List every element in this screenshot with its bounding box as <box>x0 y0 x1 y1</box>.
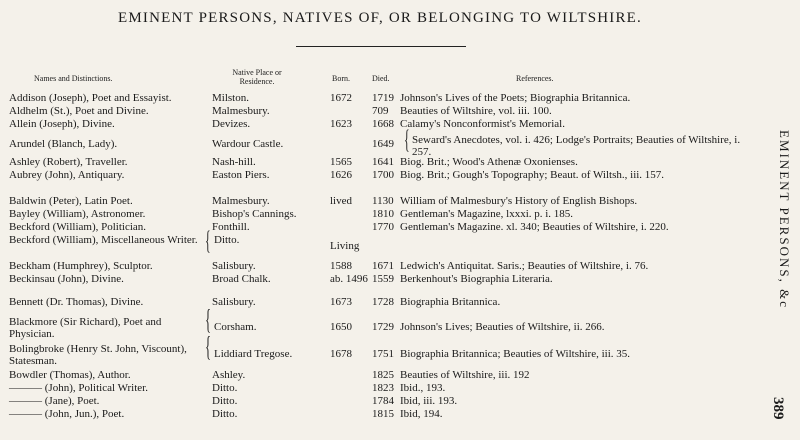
born-year: ab. 1496 <box>330 273 368 285</box>
header-place: Native Place or Residence. <box>232 68 282 86</box>
born-year: 1672 <box>330 92 352 104</box>
native-place: Fonthill. <box>212 221 250 233</box>
native-place: Nash-hill. <box>212 156 256 168</box>
native-place: Easton Piers. <box>212 169 270 181</box>
native-place: Liddiard Tregose. <box>214 348 293 360</box>
person-name: Baldwin (Peter), Latin Poet. <box>9 195 133 207</box>
native-place: Corsham. <box>214 321 257 333</box>
died-year: 1770 <box>372 221 394 233</box>
native-place: Wardour Castle. <box>212 138 284 150</box>
person-name: Bolingbroke (Henry St. John, Viscount), Statesman. <box>9 343 187 367</box>
native-place: Malmesbury. <box>212 195 270 207</box>
died-year: 1823 <box>372 382 394 394</box>
references-text: Beauties of Wiltshire, iii. 192 <box>400 369 530 381</box>
references-text: Biographia Britannica. <box>400 296 501 308</box>
died-year: 1668 <box>372 118 394 130</box>
person-name: Bayley (William), Astronomer. <box>9 208 146 220</box>
person-name: Bennett (Dr. Thomas), Divine. <box>9 296 144 308</box>
born-year: 1588 <box>330 260 352 272</box>
died-year: 1719 <box>372 92 394 104</box>
references-text: Seward's Anecdotes, vol. i. 426; Lodge's Portraits; Beauties of Wiltshire, i. 257. <box>412 134 741 158</box>
references-text: Gentleman's Magazine, lxxxi. p. i. 185. <box>400 208 574 220</box>
references-text: Beauties of Wiltshire, vol. iii. 100. <box>400 105 552 117</box>
died-year: 1728 <box>372 296 394 308</box>
header-names: Names and Distinctions. <box>34 74 113 83</box>
references-text: Johnson's Lives of the Poets; Biographia Britannica. <box>400 92 631 104</box>
person-name: Beckham (Humphrey), Sculptor. <box>9 260 153 272</box>
born-year: 1650 <box>330 321 352 333</box>
references-text: Biographia Britannica; Beauties of Wiltshire, iii. 35. <box>400 348 631 360</box>
references-text: Ibid, iii. 193. <box>400 395 458 407</box>
died-year: 1700 <box>372 169 394 181</box>
page-title: EMINENT PERSONS, NATIVES OF, OR BELONGING TO WILTSHIRE. <box>118 10 642 26</box>
header-died: Died. <box>372 74 390 83</box>
references-text: William of Malmesbury's History of English Bishops. <box>400 195 638 207</box>
person-name: Blackmore (Sir Richard), Poet and Physician. <box>9 316 162 340</box>
person-name: Addison (Joseph), Poet and Essayist. <box>9 92 172 104</box>
born-year: 1623 <box>330 118 352 130</box>
person-name: Bowdler (Thomas), Author. <box>9 369 131 381</box>
born-year: lived <box>330 195 352 207</box>
died-year: 1784 <box>372 395 394 407</box>
died-year: 1810 <box>372 208 394 220</box>
native-place: Ditto. <box>212 408 238 420</box>
brace-mark: { <box>205 226 211 255</box>
died-year: 1559 <box>372 273 394 285</box>
header-born: Born. <box>332 74 350 83</box>
brace-mark: { <box>205 332 212 363</box>
person-name: Aubrey (John), Antiquary. <box>9 169 125 181</box>
person-name: Beckford (William), Politician. <box>9 221 147 233</box>
died-year: 1130 <box>372 195 394 207</box>
person-name: Beckinsau (John), Divine. <box>9 273 124 285</box>
born-year: 1565 <box>330 156 352 168</box>
person-name: Beckford (William), Miscellaneous Writer. <box>9 234 198 246</box>
references-text: Ibid., 193. <box>400 382 446 394</box>
person-name: ——— (Jane), Poet. <box>9 395 100 407</box>
died-year: 1825 <box>372 369 394 381</box>
person-name: Allein (Joseph), Divine. <box>9 118 115 130</box>
brace-mark: { <box>205 305 212 336</box>
died-year: 1729 <box>372 321 394 333</box>
brace-mark: { <box>404 125 410 154</box>
native-place: Devizes. <box>212 118 251 130</box>
native-place: Broad Chalk. <box>212 273 271 285</box>
native-place: Ashley. <box>212 369 246 381</box>
references-text: Calamy's Nonconformist's Memorial. <box>400 118 565 130</box>
died-year: 1649 <box>372 138 394 150</box>
references-text: Gentleman's Magazine. xl. 340; Beauties of Wiltshire, i. 220. <box>400 221 669 233</box>
page-number: 389 <box>770 397 786 420</box>
person-name: Arundel (Blanch, Lady). <box>9 138 118 150</box>
native-place: Malmesbury. <box>212 105 270 117</box>
born-year: Living <box>330 240 360 252</box>
native-place: Ditto. <box>212 382 238 394</box>
native-place: Salisbury. <box>212 260 256 272</box>
native-place: Salisbury. <box>212 296 256 308</box>
born-year: 1673 <box>330 296 352 308</box>
person-name: Aldhelm (St.), Poet and Divine. <box>9 105 149 117</box>
references-text: Ibid, 194. <box>400 408 443 420</box>
died-year: 1815 <box>372 408 394 420</box>
references-text: Biog. Brit.; Gough's Topography; Beaut. of Wiltsh., iii. 157. <box>400 169 665 181</box>
born-year: 1678 <box>330 348 352 360</box>
person-name: Ashley (Robert), Traveller. <box>9 156 128 168</box>
references-text: Biog. Brit.; Wood's Athenæ Oxonienses. <box>400 156 578 168</box>
person-name: ——— (John), Political Writer. <box>9 382 148 394</box>
references-text: Berkenhout's Biographia Literaria. <box>400 273 553 285</box>
born-year: 1626 <box>330 169 352 181</box>
native-place: Bishop's Cannings. <box>212 208 297 220</box>
running-head: EMINENT PERSONS, &c <box>777 130 792 309</box>
died-year: 1641 <box>372 156 394 168</box>
person-name: ——— (John, Jun.), Poet. <box>9 408 125 420</box>
references-text: Johnson's Lives; Beauties of Wiltshire, ii. 266. <box>400 321 605 333</box>
references-text: Ledwich's Antiquitat. Saris.; Beauties of Wiltshire, i. 76. <box>400 260 649 272</box>
side-margin <box>760 0 800 440</box>
died-year: 709 <box>372 105 389 117</box>
died-year: 1751 <box>372 348 394 360</box>
died-year: 1671 <box>372 260 394 272</box>
native-place: Ditto. <box>214 234 240 246</box>
native-place: Ditto. <box>212 395 238 407</box>
header-references: References. <box>516 74 554 83</box>
native-place: Milston. <box>212 92 249 104</box>
title-rule <box>296 46 466 47</box>
